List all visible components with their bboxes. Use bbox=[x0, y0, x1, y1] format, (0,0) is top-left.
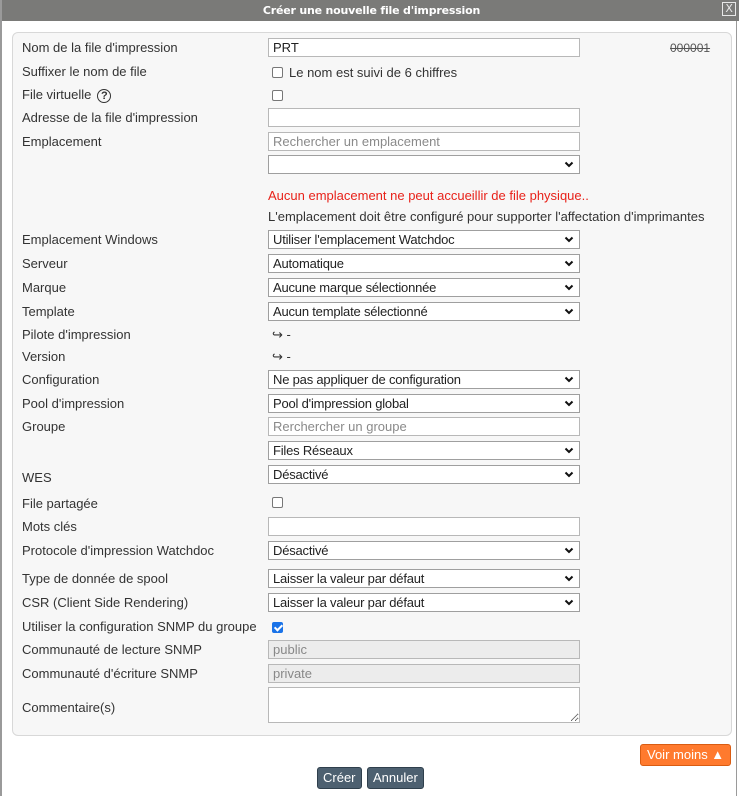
shared-label: File partagée bbox=[22, 496, 98, 511]
location-label: Emplacement bbox=[22, 134, 102, 149]
template-label: Template bbox=[22, 304, 75, 319]
row-address bbox=[22, 108, 732, 128]
wes-select[interactable] bbox=[268, 465, 580, 484]
version-value: ↪ - bbox=[272, 349, 291, 364]
chevron-down-icon bbox=[564, 542, 574, 559]
chevron-down-icon bbox=[564, 371, 574, 388]
template-value: Aucun template sélectionné bbox=[273, 304, 428, 319]
row-comments bbox=[22, 687, 732, 723]
windows-location-value: Utiliser l'emplacement Watchdoc bbox=[273, 232, 455, 247]
suffix-checkbox[interactable] bbox=[272, 67, 283, 78]
location-search-input[interactable]: Rechercher un emplacement bbox=[268, 132, 580, 151]
spool-type-label: Type de donnée de spool bbox=[22, 571, 169, 586]
name-input[interactable]: PRT bbox=[268, 38, 580, 57]
virtual-checkbox[interactable] bbox=[272, 90, 283, 101]
shared-checkbox[interactable] bbox=[272, 497, 283, 508]
spool-type-value: Laisser la valeur par défaut bbox=[273, 571, 425, 586]
row-location-info bbox=[22, 207, 732, 227]
row-suffix bbox=[22, 62, 732, 82]
spool-type-select[interactable] bbox=[268, 569, 580, 588]
row-protocol bbox=[22, 541, 732, 561]
driver-label: Pilote d'impression bbox=[22, 327, 131, 342]
chevron-down-icon bbox=[564, 303, 574, 320]
row-pool bbox=[22, 394, 732, 414]
row-spool-type bbox=[22, 569, 732, 589]
dialog-title: Créer une nouvelle file d'impression bbox=[262, 4, 481, 17]
chevron-down-icon bbox=[564, 570, 574, 587]
row-location-error bbox=[22, 186, 732, 206]
chevron-down-icon bbox=[564, 279, 574, 296]
row-location bbox=[22, 132, 732, 152]
help-icon[interactable]: ? bbox=[97, 89, 111, 103]
row-configuration bbox=[22, 370, 732, 390]
keywords-input[interactable] bbox=[268, 517, 580, 536]
row-keywords bbox=[22, 517, 732, 537]
row-wes bbox=[22, 465, 732, 485]
row-group-select bbox=[22, 441, 732, 461]
csr-label: CSR (Client Side Rendering) bbox=[22, 595, 189, 610]
brand-value: Aucune marque sélectionnée bbox=[273, 280, 437, 295]
suffix-control bbox=[272, 62, 457, 83]
group-label: Groupe bbox=[22, 419, 66, 434]
comments-label: Commentaire(s) bbox=[22, 700, 116, 715]
chevron-down-icon bbox=[564, 231, 574, 248]
server-label: Serveur bbox=[22, 256, 68, 271]
see-less-button[interactable]: Voir moins ▲ bbox=[640, 744, 731, 766]
template-select[interactable] bbox=[268, 302, 580, 321]
row-brand bbox=[22, 278, 732, 298]
protocol-select[interactable] bbox=[268, 541, 580, 560]
csr-value: Laisser la valeur par défaut bbox=[273, 595, 425, 610]
create-button[interactable]: Créer bbox=[317, 767, 362, 789]
brand-select[interactable] bbox=[268, 278, 580, 297]
wes-value: Désactivé bbox=[273, 467, 329, 482]
pool-label: Pool d'impression bbox=[22, 396, 125, 411]
location-select[interactable] bbox=[268, 155, 580, 174]
row-server bbox=[22, 254, 732, 274]
snmp-write-input[interactable]: private bbox=[268, 664, 580, 683]
cancel-button[interactable]: Annuler bbox=[367, 767, 424, 789]
virtual-control bbox=[272, 85, 283, 105]
row-snmp-read bbox=[22, 640, 732, 660]
group-select-value: Files Réseaux bbox=[273, 443, 353, 458]
row-windows-location bbox=[22, 230, 732, 250]
row-snmp-group bbox=[22, 617, 732, 637]
row-location-select bbox=[22, 155, 732, 175]
group-search-input[interactable]: Rerchercher un groupe bbox=[268, 417, 580, 436]
row-snmp-write bbox=[22, 664, 732, 684]
group-select[interactable] bbox=[268, 441, 580, 460]
row-virtual bbox=[22, 85, 732, 105]
row-driver bbox=[22, 325, 732, 345]
configuration-label: Configuration bbox=[22, 372, 100, 387]
server-select[interactable] bbox=[268, 254, 580, 273]
chevron-down-icon bbox=[564, 255, 574, 272]
snmp-read-input[interactable]: public bbox=[268, 640, 580, 659]
snmp-read-label: Communauté de lecture SNMP bbox=[22, 642, 202, 657]
brand-label: Marque bbox=[22, 280, 67, 295]
chevron-down-icon bbox=[564, 442, 574, 459]
row-group bbox=[22, 417, 732, 437]
location-info-message: L'emplacement doit être configuré pour supporter l'affectation d'imprimantes bbox=[268, 209, 705, 224]
chevron-down-icon bbox=[564, 594, 574, 611]
address-label: Adresse de la file d'impression bbox=[22, 110, 198, 125]
suffix-preview: 000001 bbox=[670, 41, 711, 55]
snmp-group-label: Utiliser la configuration SNMP du groupe bbox=[22, 619, 257, 634]
protocol-label: Protocole d'impression Watchdoc bbox=[22, 543, 215, 558]
suffix-label: Suffixer le nom de file bbox=[22, 64, 147, 79]
row-csr bbox=[22, 593, 732, 613]
row-shared bbox=[22, 492, 732, 512]
name-label: Nom de la file d'impression bbox=[22, 40, 178, 55]
windows-location-select[interactable] bbox=[268, 230, 580, 249]
csr-select[interactable] bbox=[268, 593, 580, 612]
driver-value: ↪ - bbox=[272, 327, 291, 342]
pool-select[interactable] bbox=[268, 394, 580, 413]
shared-control bbox=[272, 492, 283, 512]
chevron-down-icon bbox=[564, 156, 574, 173]
virtual-label: File virtuelle bbox=[22, 87, 92, 102]
chevron-down-icon bbox=[564, 466, 574, 483]
windows-location-label: Emplacement Windows bbox=[22, 232, 158, 247]
wes-label: WES bbox=[22, 470, 52, 485]
close-icon[interactable]: X bbox=[722, 2, 736, 16]
virtual-label-wrap bbox=[22, 85, 111, 105]
chevron-down-icon bbox=[564, 395, 574, 412]
pool-value: Pool d'impression global bbox=[273, 396, 409, 411]
server-value: Automatique bbox=[273, 256, 344, 271]
dialog-titlebar bbox=[2, 0, 739, 21]
keywords-label: Mots clés bbox=[22, 519, 77, 534]
version-label: Version bbox=[22, 349, 66, 364]
protocol-value: Désactivé bbox=[273, 543, 329, 558]
location-error-message: Aucun emplacement ne peut accueillir de file physique.. bbox=[268, 188, 589, 203]
comments-textarea[interactable] bbox=[268, 687, 580, 723]
row-name bbox=[22, 38, 732, 58]
snmp-group-control bbox=[272, 617, 283, 637]
snmp-group-checkbox[interactable] bbox=[272, 622, 283, 633]
configuration-select[interactable] bbox=[268, 370, 580, 389]
address-input[interactable] bbox=[268, 108, 580, 127]
suffix-checkbox-label: Le nom est suivi de 6 chiffres bbox=[289, 64, 458, 80]
row-version bbox=[22, 347, 732, 367]
row-template bbox=[22, 302, 732, 322]
configuration-value: Ne pas appliquer de configuration bbox=[273, 372, 461, 387]
snmp-write-label: Communauté d'écriture SNMP bbox=[22, 666, 198, 681]
